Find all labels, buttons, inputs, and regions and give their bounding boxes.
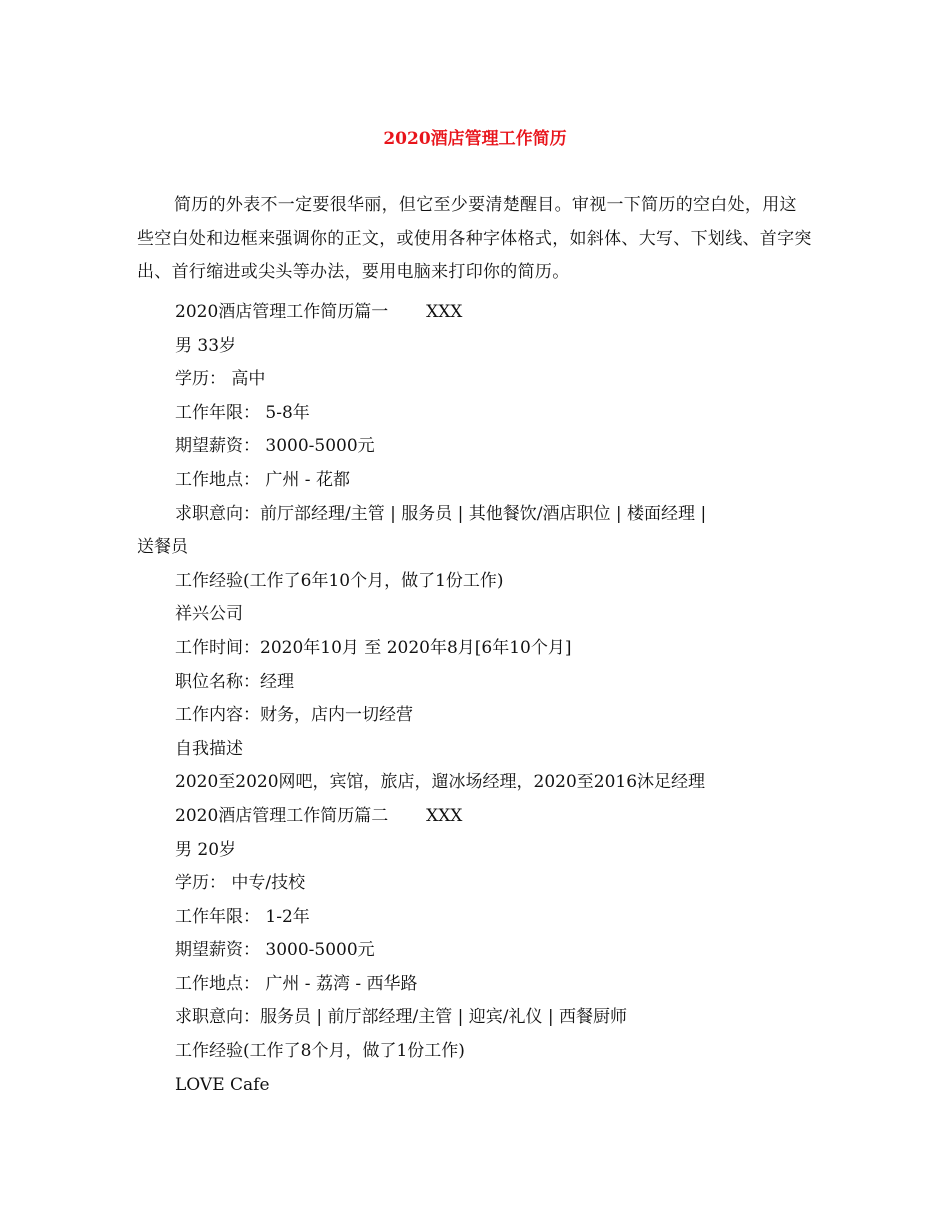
job-intention-line: 求职意向：服务员 | 前厅部经理/主管 | 迎宾/礼仪 | 西餐厨师 bbox=[175, 1007, 628, 1028]
education-line: 学历： 高中 bbox=[175, 369, 266, 390]
work-years-line: 工作年限： 5-8年 bbox=[175, 402, 310, 423]
work-years-line: 工作年限： 1-2年 bbox=[175, 906, 310, 927]
work-experience-line: 工作经验(工作了6年10个月，做了1份工作) bbox=[175, 570, 504, 591]
job-content-line: 工作内容：财务，店内一切经营 bbox=[175, 705, 413, 726]
education-line: 学历： 中专/技校 bbox=[175, 873, 306, 894]
work-location-line: 工作地点： 广州 - 荔湾 - 西华路 bbox=[175, 973, 418, 994]
expected-salary-line: 期望薪资： 3000-5000元 bbox=[175, 940, 375, 961]
gender-age-line: 男 20岁 bbox=[175, 839, 237, 860]
section-heading-resume-2: 2020酒店管理工作简历篇二 XXX bbox=[175, 805, 463, 826]
work-location-line: 工作地点： 广州 - 花都 bbox=[175, 469, 350, 490]
section-heading-resume-1: 2020酒店管理工作简历篇一 XXX bbox=[175, 302, 463, 322]
job-intention-line: 求职意向：前厅部经理/主管 | 服务员 | 其他餐饮/酒店职位 | 楼面经理 | bbox=[175, 503, 707, 524]
self-description-heading: 自我描述 bbox=[175, 738, 243, 759]
company-name-line: 祥兴公司 bbox=[175, 604, 243, 625]
company-name-line: LOVE Cafe bbox=[175, 1074, 270, 1095]
resume-content bbox=[137, 296, 827, 1102]
expected-salary-line: 期望薪资： 3000-5000元 bbox=[175, 436, 375, 457]
work-period-line: 工作时间：2020年10月 至 2020年8月[6年10个月] bbox=[175, 637, 572, 658]
self-description-line: 2020至2020网吧，宾馆，旅店，遛冰场经理，2020至2016沐足经理 bbox=[175, 772, 706, 793]
gender-age-line: 男 33岁 bbox=[175, 335, 237, 356]
intro-paragraph: 简历的外表不一定要很华丽，但它至少要清楚醒目。审视一下简历的空白处，用这些空白处和边框来强调你的正文，或使用各种字体格式，如斜体、大写、下划线、首字突出、首行缩进或尖头等办法，要用电脑来打印你的简历。 bbox=[137, 195, 812, 282]
job-intention-continued-line: 送餐员 bbox=[137, 537, 188, 558]
document-title: 2020酒店管理工作简历 bbox=[383, 129, 567, 149]
work-experience-line: 工作经验(工作了8个月，做了1份工作) bbox=[175, 1041, 465, 1062]
position-title-line: 职位名称：经理 bbox=[175, 671, 294, 692]
